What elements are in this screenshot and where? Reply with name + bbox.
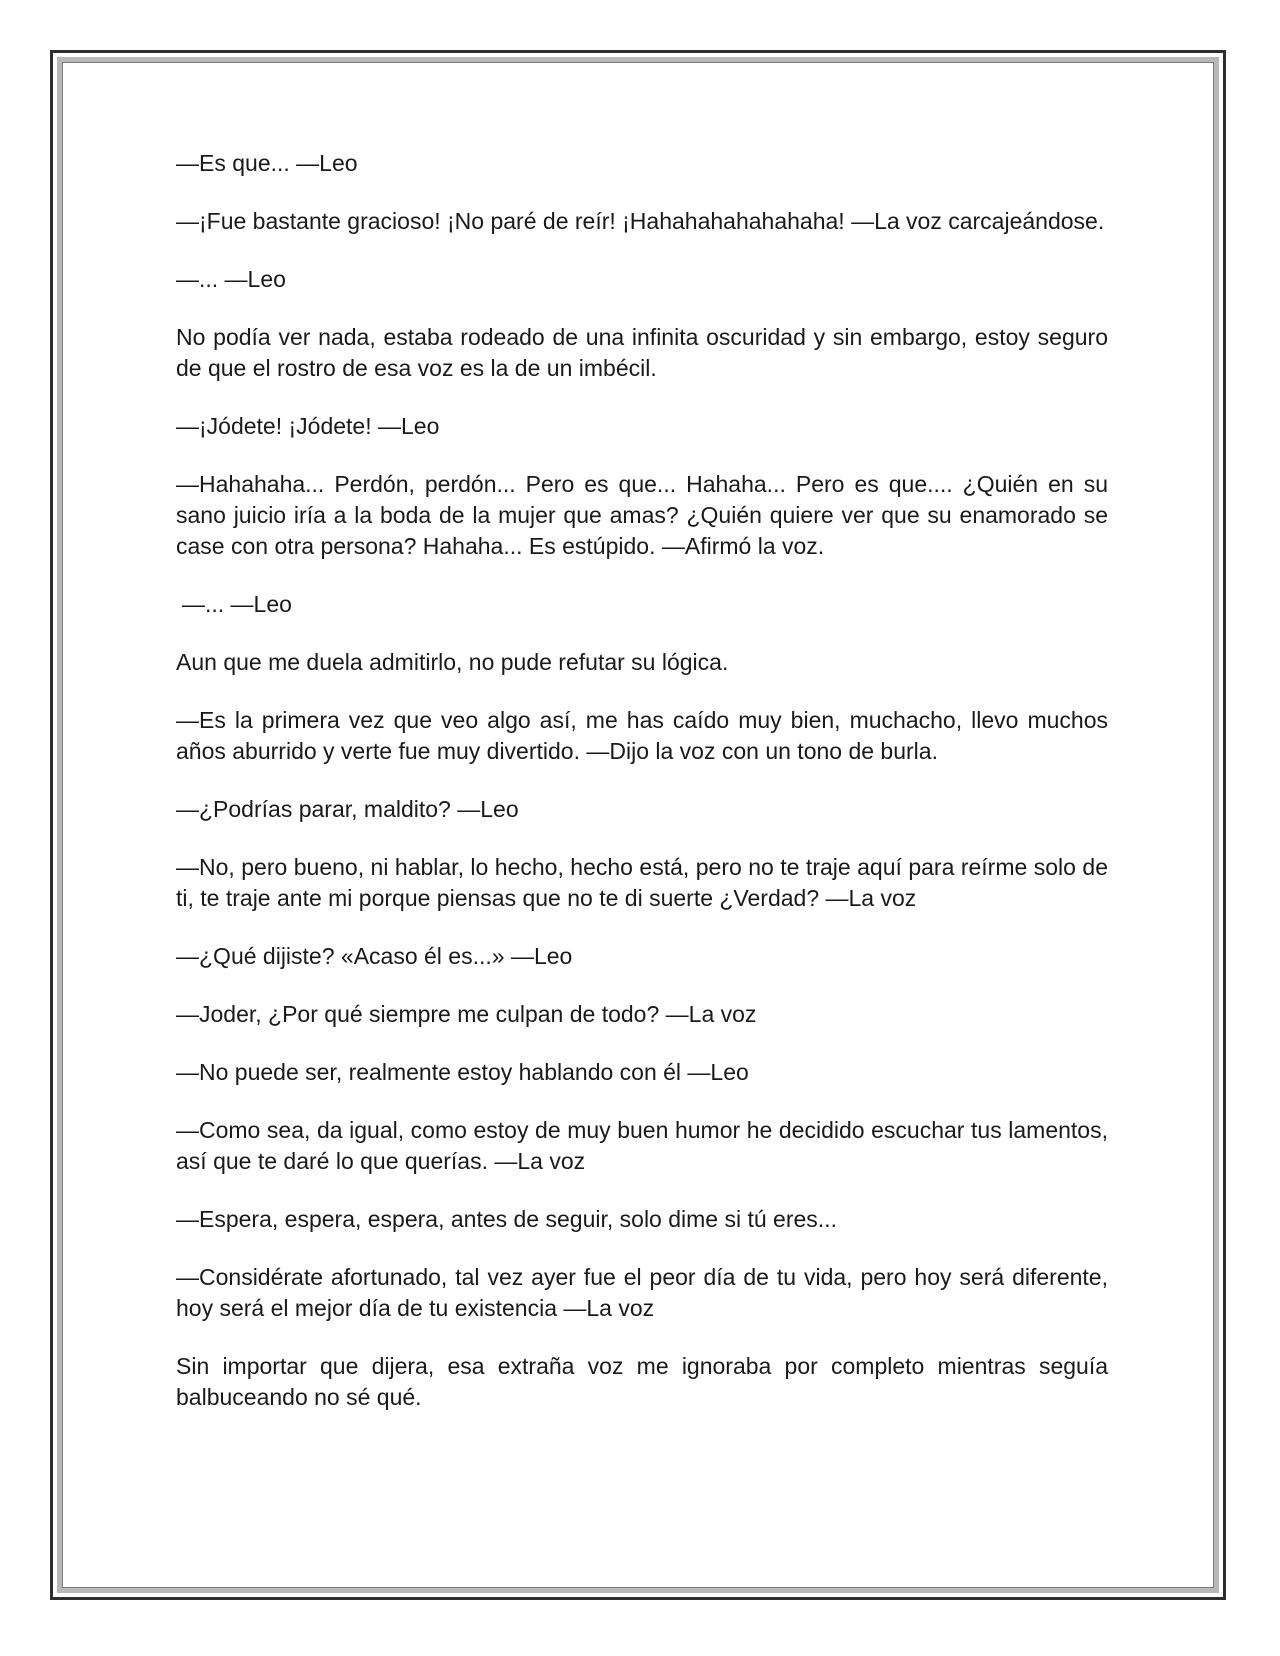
paragraph: —No puede ser, realmente estoy hablando con él —Leo [176, 1059, 749, 1085]
document-body [176, 148, 1108, 1440]
paragraph: No podía ver nada, estaba rodeado de una infinita oscuridad y sin embargo, estoy seguro de que el rostro de esa voz es la de un imbécil. [176, 324, 1108, 381]
paragraph: —Considérate afortunado, tal vez ayer fue el peor día de tu vida, pero hoy será diferente, hoy será el mejor día de tu existencia —La voz [176, 1264, 1108, 1321]
paragraph: —¿Qué dijiste? «Acaso él es...» —Leo [176, 943, 573, 969]
paragraph: —Hahahaha... Perdón, perdón... Pero es que... Hahaha... Pero es que.... ¿Quién en su sano juicio iría a la boda de la mujer que amas? ¿Quién quiere ver que su enamorado se case con otra persona? Hahaha... Es estúpido. —Afirmó la voz. [176, 471, 1108, 559]
paragraph: —¡Fue bastante gracioso! ¡No paré de reír! ¡Hahahahahahahaha! —La voz carcajeándose. [176, 208, 1105, 234]
paragraph: —No, pero bueno, ni hablar, lo hecho, hecho está, pero no te traje aquí para reírme solo de ti, te traje ante mi porque piensas que no te di suerte ¿Verdad? —La voz [176, 854, 1108, 911]
paragraph: —Espera, espera, espera, antes de seguir, solo dime si tú eres... [176, 1206, 837, 1232]
paragraph: —... —Leo [176, 266, 286, 292]
paragraph: —Es la primera vez que veo algo así, me has caído muy bien, muchacho, llevo muchos años aburrido y verte fue muy divertido. —Dijo la voz con un tono de burla. [176, 707, 1108, 764]
paragraph: Sin importar que dijera, esa extraña voz me ignoraba por completo mientras seguía balbuceando no sé qué. [176, 1353, 1108, 1410]
paragraph: —¡Jódete! ¡Jódete! —Leo [176, 413, 440, 439]
paragraph: —Como sea, da igual, como estoy de muy buen humor he decidido escuchar tus lamentos, así que te daré lo que querías. —La voz [176, 1117, 1108, 1174]
paragraph: —... —Leo [182, 591, 292, 617]
paragraph: —¿Podrías parar, maldito? —Leo [176, 796, 519, 822]
paragraph: —Es que... —Leo [176, 150, 358, 176]
paragraph: —Joder, ¿Por qué siempre me culpan de todo? —La voz [176, 1001, 757, 1027]
paragraph: Aun que me duela admitirlo, no pude refutar su lógica. [176, 649, 729, 675]
